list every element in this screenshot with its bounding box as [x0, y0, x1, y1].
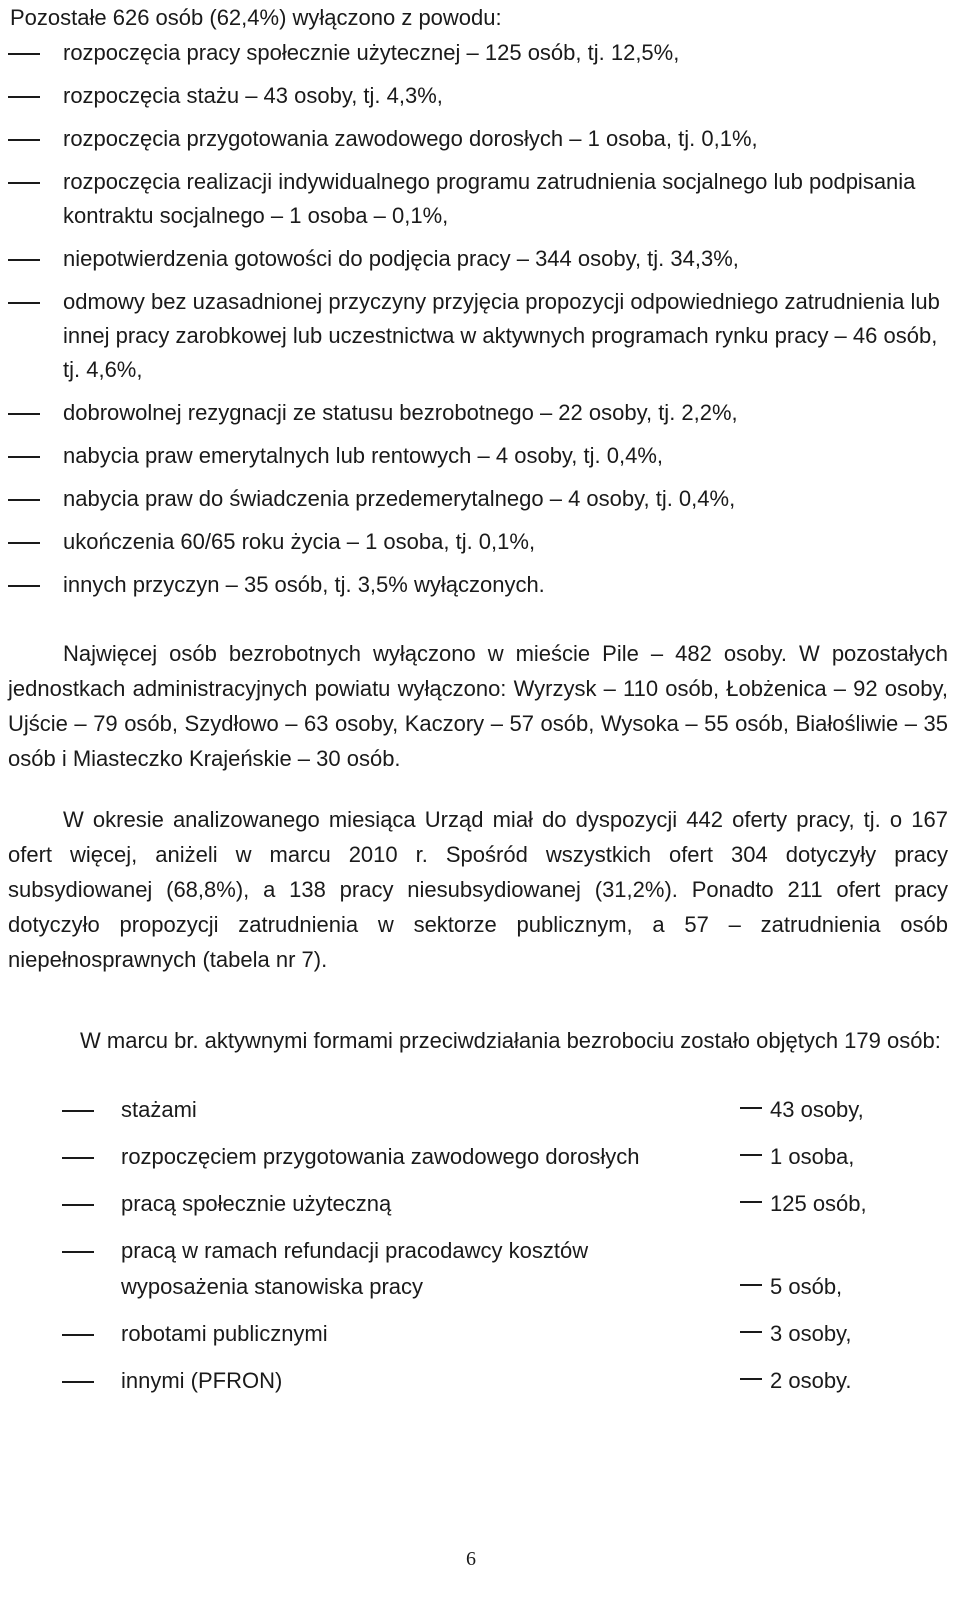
active-form-label: innymi (PFRON): [121, 1368, 283, 1393]
exclusion-reasons-list: [0, 36, 960, 611]
list-item: [0, 439, 960, 473]
list-item: [0, 482, 960, 516]
dash-bullet: [8, 499, 40, 501]
list-item: [0, 36, 960, 70]
active-form-count: [740, 1139, 854, 1175]
active-form-count: [740, 1363, 852, 1399]
list-item-text: rozpoczęcia pracy społecznie użytecznej – 125 osób, tj. 12,5%,: [63, 40, 680, 65]
list-item: [0, 1092, 960, 1128]
list-item-text: odmowy bez uzasadnionej przyczyny przyjęcia propozycji odpowiedniego zatrudnienia lub innej pracy zarobkowej lub uczestnictwa w aktywnych programach rynku pracy – 46 osób, tj. 4,6%,: [63, 289, 940, 382]
dash-separator: [740, 1331, 762, 1333]
dash-bullet: [62, 1334, 94, 1336]
list-item: [0, 242, 960, 276]
list-item: [0, 122, 960, 156]
active-form-label: pracą w ramach refundacji pracodawcy kosztów wyposażenia stanowiska pracy: [121, 1238, 589, 1299]
list-item: [0, 165, 960, 233]
intro-line: Pozostałe 626 osób (62,4%) wyłączono z powodu:: [10, 5, 502, 30]
list-item-text: rozpoczęcia realizacji indywidualnego programu zatrudnienia socjalnego lub podpisania kontraktu socjalnego – 1 osoba – 0,1%,: [63, 169, 916, 228]
active-form-count-value: 5 osób,: [770, 1274, 843, 1299]
dash-bullet: [8, 413, 40, 415]
active-form-count: [740, 1316, 852, 1352]
active-forms-list: [0, 1092, 960, 1410]
dash-separator: [740, 1107, 762, 1109]
dash-bullet: [8, 585, 40, 587]
dash-bullet: [8, 139, 40, 141]
dash-bullet: [62, 1110, 94, 1112]
dash-bullet: [8, 182, 40, 184]
dash-separator: [740, 1154, 762, 1156]
active-form-count: [740, 1092, 864, 1128]
paragraph-exclusions-by-area: Najwięcej osób bezrobotnych wyłączono w mieście Pile – 482 osoby. W pozostałych jednostkach administracyjnych powiatu wyłączono: Wyrzysk – 110 osób, Łobżenica – 92 osoby, Ujście – 79 osób, Szydłowo – 63 osoby, Kaczory – 57 osób, Wysoka – 55 osób, Białośliwie – 35 osób i Miasteczko Krajeńskie – 30 osób.: [8, 641, 948, 771]
dash-bullet: [8, 259, 40, 261]
dash-bullet: [8, 542, 40, 544]
active-form-count-value: 43 osoby,: [770, 1097, 864, 1122]
dash-separator: [740, 1284, 762, 1286]
active-form-count: [740, 1269, 842, 1305]
list-item: [0, 396, 960, 430]
active-form-label: robotami publicznymi: [121, 1321, 328, 1346]
dash-separator: [740, 1201, 762, 1203]
list-item: [0, 1363, 960, 1399]
active-form-label: pracą społecznie użyteczną: [121, 1191, 392, 1216]
list-item: [0, 1233, 960, 1305]
active-form-count-value: 2 osoby.: [770, 1368, 852, 1393]
list-item-text: rozpoczęcia stażu – 43 osoby, tj. 4,3%,: [63, 83, 443, 108]
dash-bullet: [62, 1381, 94, 1383]
list-item-text: dobrowolnej rezygnacji ze statusu bezrobotnego – 22 osoby, tj. 2,2%,: [63, 400, 738, 425]
dash-bullet: [8, 302, 40, 304]
paragraph-active-forms-intro: W marcu br. aktywnymi formami przeciwdziałania bezrobociu zostało objętych 179 osób:: [80, 1028, 941, 1053]
list-item-text: innych przyczyn – 35 osób, tj. 3,5% wyłączonych.: [63, 572, 545, 597]
active-form-count-value: 125 osób,: [770, 1191, 867, 1216]
dash-separator: [740, 1378, 762, 1380]
list-item-text: rozpoczęcia przygotowania zawodowego dorosłych – 1 osoba, tj. 0,1%,: [63, 126, 758, 151]
page-number: 6: [466, 1548, 476, 1570]
active-form-label: stażami: [121, 1097, 197, 1122]
list-item: [0, 1139, 960, 1175]
active-form-count-value: 3 osoby,: [770, 1321, 852, 1346]
list-item: [0, 1186, 960, 1222]
list-item: [0, 285, 960, 387]
list-item-text: nabycia praw emerytalnych lub rentowych – 4 osoby, tj. 0,4%,: [63, 443, 664, 468]
list-item-text: nabycia praw do świadczenia przedemerytalnego – 4 osoby, tj. 0,4%,: [63, 486, 736, 511]
active-form-label: rozpoczęciem przygotowania zawodowego dorosłych: [121, 1144, 640, 1169]
list-item: [0, 525, 960, 559]
dash-bullet: [8, 456, 40, 458]
dash-bullet: [62, 1204, 94, 1206]
list-item: [0, 568, 960, 602]
list-item-text: ukończenia 60/65 roku życia – 1 osoba, tj. 0,1%,: [63, 529, 536, 554]
list-item: [0, 79, 960, 113]
dash-bullet: [8, 53, 40, 55]
dash-bullet: [8, 96, 40, 98]
dash-bullet: [62, 1251, 94, 1253]
dash-bullet: [62, 1157, 94, 1159]
active-form-count: [740, 1186, 867, 1222]
list-item: [0, 1316, 960, 1352]
list-item-text: niepotwierdzenia gotowości do podjęcia pracy – 344 osoby, tj. 34,3%,: [63, 246, 739, 271]
paragraph-job-offers: W okresie analizowanego miesiąca Urząd miał do dyspozycji 442 oferty pracy, tj. o 167 ofert więcej, aniżeli w marcu 2010 r. Spośród wszystkich ofert 304 dotyczyły pracy subsydiowanej (68,8%), a 138 pracy niesubsydiowanej (31,2%). Ponadto 211 ofert pracy dotyczyło propozycji zatrudnienia w sektorze publicznym, a 57 – zatrudnienia osób niepełnosprawnych (tabela nr 7).: [8, 807, 948, 972]
active-form-count-value: 1 osoba,: [770, 1144, 855, 1169]
